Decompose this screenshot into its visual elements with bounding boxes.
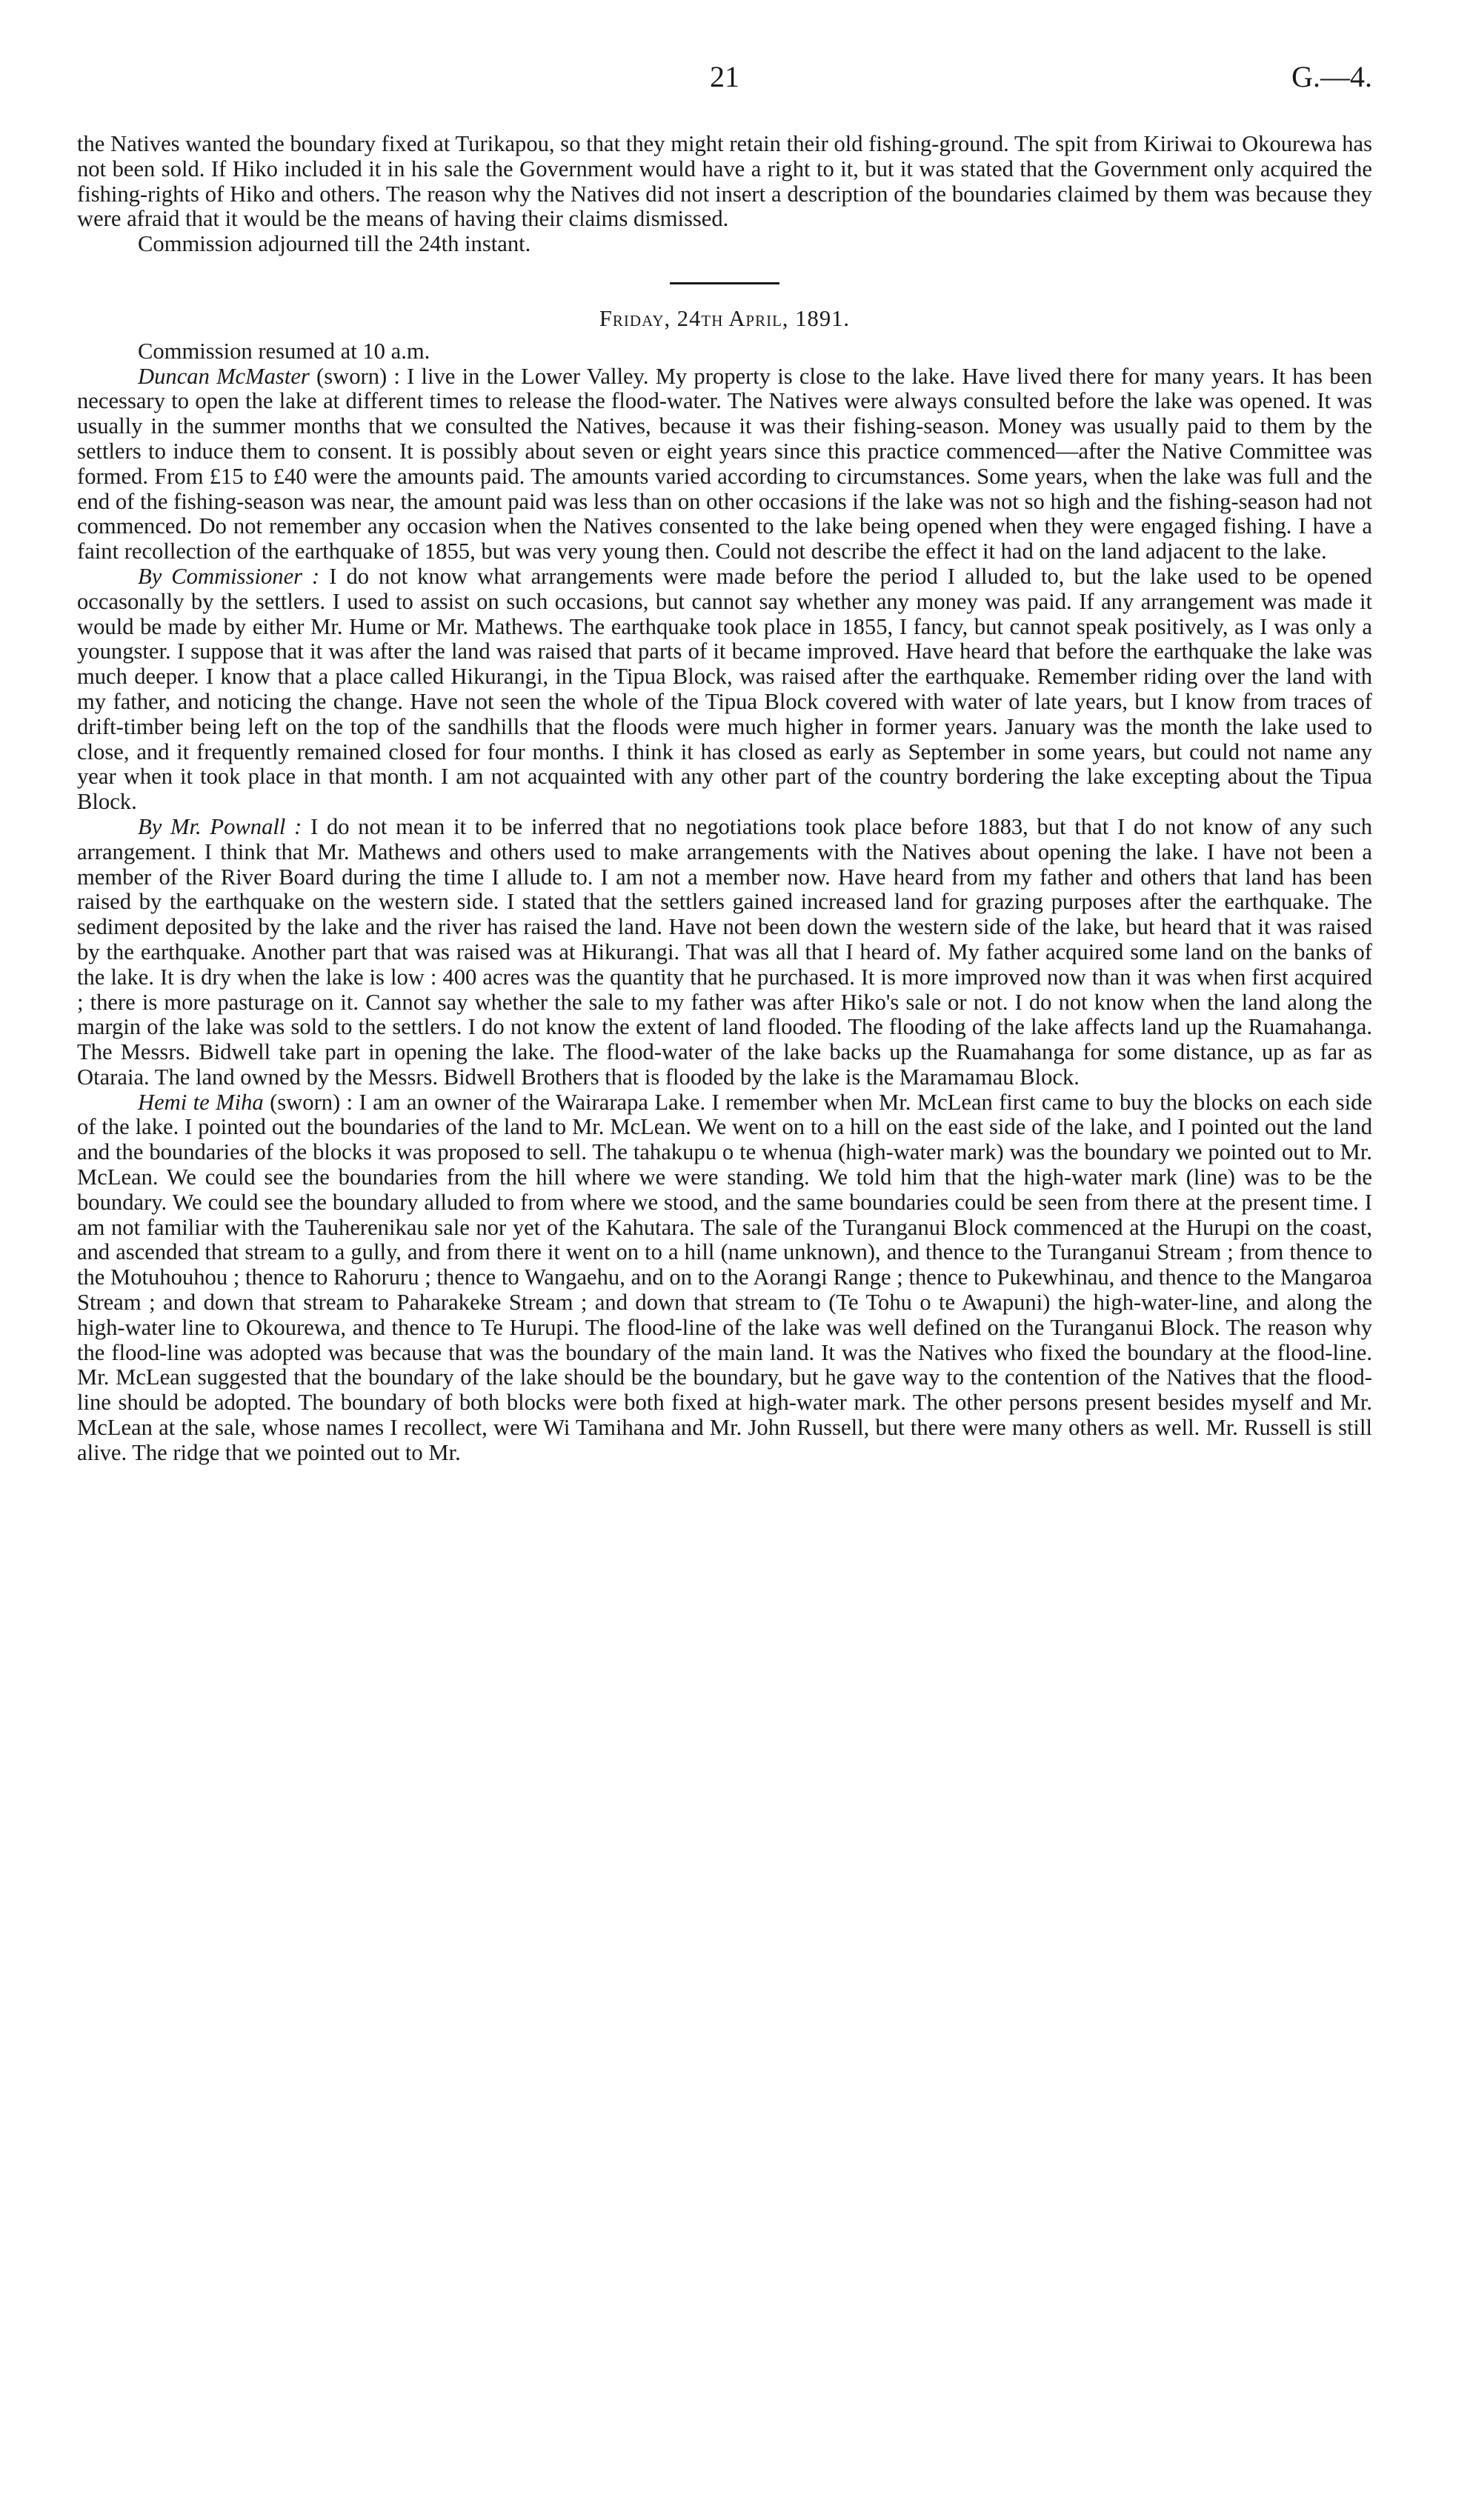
date-heading: Friday, 24th April, 1891. <box>599 305 851 331</box>
examiner-name: By Mr. Pownall : <box>138 813 302 839</box>
testimony-text: (sworn) : I live in the Lower Valley. My property is close to the lake. Have lived there for many years. It has been necessary to open the lake at different times to release the flood-water. The Natives were always consulted before the lake was opened. It was usually in the summer months that we consulted the Natives, because it was their fishing-season. Money was usually paid to them by the settlers to induce them to consent. It is possibly about seven or eight years since this practice commenced—after the Native Committee was formed. From £15 to £40 were the amounts paid. The amounts varied according to circumstances. Some years, when the lake was full and the end of the fishing-season was near, the amount paid was less than on other occasions if the lake was not so high and the fishing-season had not commenced. Do not remember any occasion when the Natives consented to the lake being opened when they were engaged fishing. I have a faint recollection of the earthquake of 1855, but was very young then. Could not describe the effect it had on the land adjacent to the lake. <box>77 363 1372 564</box>
examination-by-pownall <box>77 815 1372 1090</box>
continued-paragraph: the Natives wanted the boundary fixed at Turikapou, so that they might retain their old fishing-ground. The spit from Kiriwai to Okourewa has not been sold. If Hiko included it in his sale the Government would have a right to it, but it was stated that the Government only acquired the fishing-rights of Hiko and others. The reason why the Natives did not insert a description of the boundaries claimed by them was because they were afraid that it would be the means of having their claims dismissed. <box>77 131 1372 232</box>
page-number: 21 <box>710 60 739 93</box>
examiner-name: By Commissioner : <box>138 563 320 589</box>
resumption-note: Commission resumed at 10 a.m. <box>138 338 430 364</box>
section-divider <box>670 282 779 284</box>
testimony-text: I do not know what arrangements were made before the period I alluded to, but the lake used to be opened occasonally by the settlers. I used to assist on such occasions, but cannot say whether any money was paid. If any arrangement was made it would be made by either Mr. Hume or Mr. Mathews. The earthquake took place in 1855, I fancy, but cannot speak positively, as I was only a youngster. I suppose that it was after the land was raised that parts of it became improved. Have heard that before the earthquake the lake was much deeper. I know that a place called Hikurangi, in the Tipua Block, was raised after the earthquake. Remember riding over the land with my father, and noticing the change. Have not seen the whole of the Tipua Block covered with water of late years, but I know from traces of drift-timber being left on the top of the sandhills that the floods were much higher in former years. January was the month the lake used to close, and it frequently remained closed for four months. I think it has closed as early as September in some years, but could not name any year when it took place in that month. I am not acquainted with any other part of the country bordering the lake excepting about the Tipua Block. <box>77 563 1372 815</box>
testimony-text: I do not mean it to be inferred that no negotiations took place before 1883, but that I do not know of any such arrangement. I think that Mr. Mathews and others used to make arrangements with the Natives about opening the lake. I have not been a member of the River Board during the time I allude to. I am not a member now. Have heard from my father and others that land has been raised by the earthquake on the western side. I stated that the settlers gained increased land for grazing purposes after the earthquake. The sediment deposited by the lake and the river has raised the land. Have not been down the western side of the lake, but heard that it was raised by the earthquake. Another part that was raised was at Hikurangi. That was all that I heard of. My father acquired some land on the banks of the lake. It is dry when the lake is low : 400 acres was the quantity that he purchased. It is more improved now than it was when first acquired ; there is more pasturage on it. Cannot say whether the sale to my father was after Hiko's sale or not. I do not know when the land along the margin of the lake was sold to the settlers. I do not know the extent of land flooded. The flooding of the lake affects land up the Ruamahanga. The Messrs. Bidwell take part in opening the lake. The flood-water of the lake backs up the Ruamahanga for some distance, up as far as Otaraia. The land owned by the Messrs. Bidwell Brothers that is flooded by the lake is the Maramamau Block. <box>77 813 1372 1090</box>
document-reference: G.—4. <box>1291 60 1372 93</box>
testimony-hemi-te-miha <box>77 1090 1372 1466</box>
document-body <box>77 132 1372 1466</box>
speaker-name: Duncan McMaster <box>138 363 310 389</box>
testimony-mcmaster <box>77 364 1372 564</box>
testimony-text: (sworn) : I am an owner of the Wairarapa Lake. I remember when Mr. McLean first came to buy the blocks on each side of the lake. I pointed out the boundaries of the land to Mr. McLean. We went on to a hill on the east side of the lake, and I pointed out the land and the boundaries of the blocks it was proposed to sell. The tahakupu o te whenua (high-water mark) was the boundary we pointed out to Mr. McLean. We could see the boundaries from the hill where we were standing. We told him that the high-water mark (line) was to be the boundary. We could see the boundary alluded to from where we stood, and the same boundaries could be seen from there at the present time. I am not familiar with the Tauherenikau sale nor yet of the Kahutara. The sale of the Turanganui Block commenced at the Hurupi on the coast, and ascended that stream to a gully, and from there it went on to a hill (name unknown), and thence to the Turanganui Stream ; from thence to the Motuhouhou ; thence to Rahoruru ; thence to Wangaehu, and on to the Aorangi Range ; thence to Pukewhinau, and thence to the Mangaroa Stream ; and down that stream to Paharakeke Stream ; and down that stream to (Te Tohu o te Awapuni) the high-water-line, and along the high-water line to Okourewa, and thence to Te Hurupi. The flood-line of the lake was well defined on the Turanganui Block. The reason why the flood-line was adopted was because that was the boundary of the main land. It was the Natives who fixed the boundary at the flood-line. Mr. McLean suggested that the boundary of the lake should be the boundary, but he gave way to the contention of the Natives that the flood-line should be adopted. The boundary of both blocks were both fixed at high-water mark. The other persons present besides myself and Mr. McLean at the sale, whose names I recollect, were Wi Tamihana and Mr. John Russell, but there were many others as well. Mr. Russell is still alive. The ridge that we pointed out to Mr. <box>77 1089 1372 1465</box>
adjournment-note: Commission adjourned till the 24th instant. <box>138 231 531 257</box>
document-page <box>77 0 1372 2520</box>
page-header <box>77 59 1372 104</box>
examination-by-commissioner <box>77 564 1372 815</box>
speaker-name: Hemi te Miha <box>138 1089 264 1115</box>
